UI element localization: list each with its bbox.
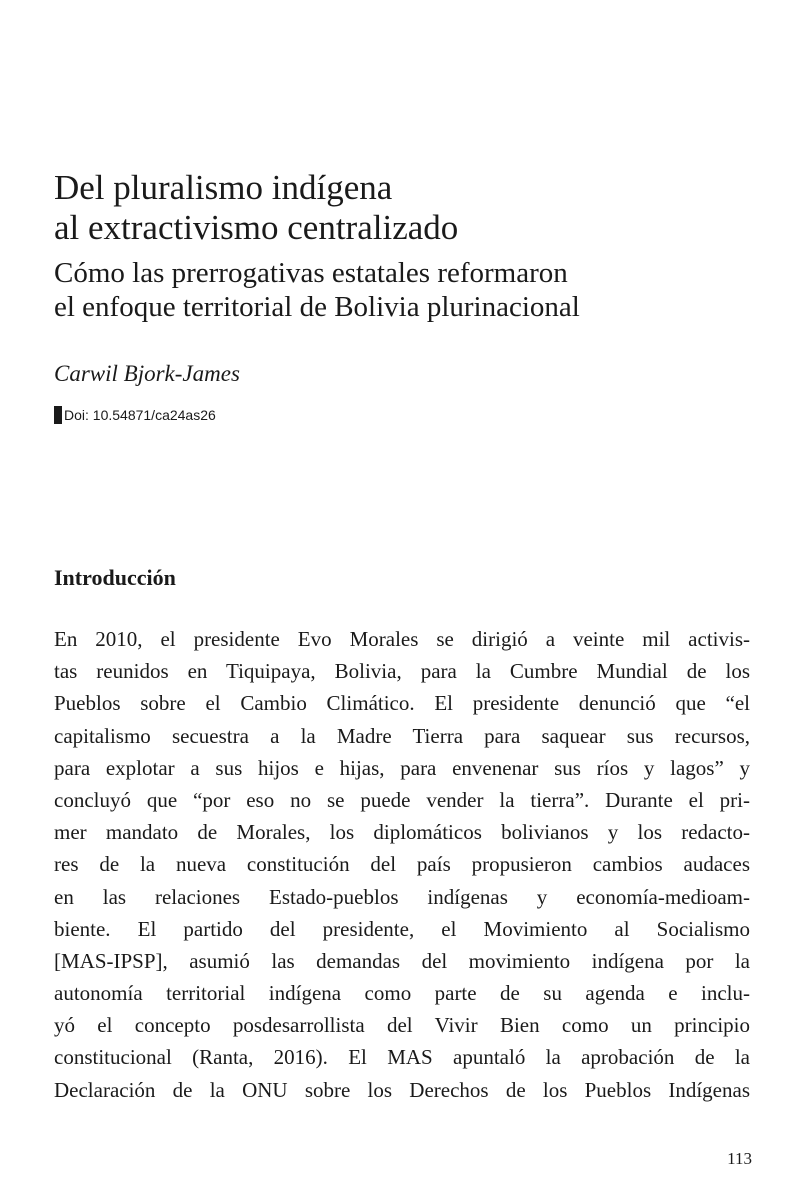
chapter-subtitle-line-2: el enfoque territorial de Bolivia plurinacional: [54, 291, 580, 323]
paragraph-line: capitalismo secuestra a la Madre Tierra para saquear sus recursos,: [54, 723, 750, 748]
chapter-title: [54, 168, 754, 248]
paragraph-line: res de la nueva constitución del país propusieron cambios audaces: [54, 852, 750, 877]
paragraph-line: mer mandato de Morales, los diplomáticos bolivianos y los redacto-: [54, 820, 750, 845]
paragraph-line: autonomía territorial indígena como parte de su agenda e inclu-: [54, 981, 750, 1006]
author-name: Carwil Bjork-James: [54, 361, 240, 386]
chapter-title-line-2: al extractivismo centralizado: [54, 208, 459, 247]
paragraph-line: En 2010, el presidente Evo Morales se dirigió a veinte mil activis-: [54, 627, 750, 651]
paragraph-line: tas reunidos en Tiquipaya, Bolivia, para la Cumbre Mundial de los: [54, 659, 750, 684]
paragraph-line: Pueblos sobre el Cambio Climático. El presidente denunció que “el: [54, 691, 750, 716]
doi-text: Doi: 10.54871/ca24as26: [64, 407, 216, 423]
doi-line: [54, 405, 216, 425]
paragraph-line: biente. El partido del presidente, el Movimiento al Socialismo: [54, 916, 750, 941]
page-number: 113: [727, 1149, 752, 1168]
paragraph-line: concluyó que “por eso no se puede vender la tierra”. Durante el pri-: [54, 787, 750, 812]
paragraph-line: constitucional (Ranta, 2016). El MAS apuntaló la aprobación de la: [54, 1045, 750, 1070]
chapter-subtitle: [54, 256, 754, 324]
paragraph-line: para explotar a sus hijos e hijas, para envenenar sus ríos y lagos” y: [54, 755, 750, 780]
paragraph-line: Declaración de la ONU sobre los Derechos de los Pueblos Indígenas: [54, 1077, 750, 1102]
paragraph-line: en las relaciones Estado-pueblos indígenas y economía-medioam-: [54, 884, 750, 909]
chapter-title-line-1: Del pluralismo indígena: [54, 168, 393, 207]
body-paragraph: [54, 623, 750, 1106]
paragraph-line: [MAS-IPSP], asumió las demandas del movimiento indígena por la: [54, 948, 750, 973]
chapter-subtitle-line-1: Cómo las prerrogativas estatales reformaron: [54, 257, 568, 289]
doi-marker-icon: [54, 406, 62, 424]
paragraph-line: yó el concepto posdesarrollista del Vivir Bien como un principio: [54, 1013, 750, 1038]
section-heading: Introducción: [54, 565, 176, 590]
